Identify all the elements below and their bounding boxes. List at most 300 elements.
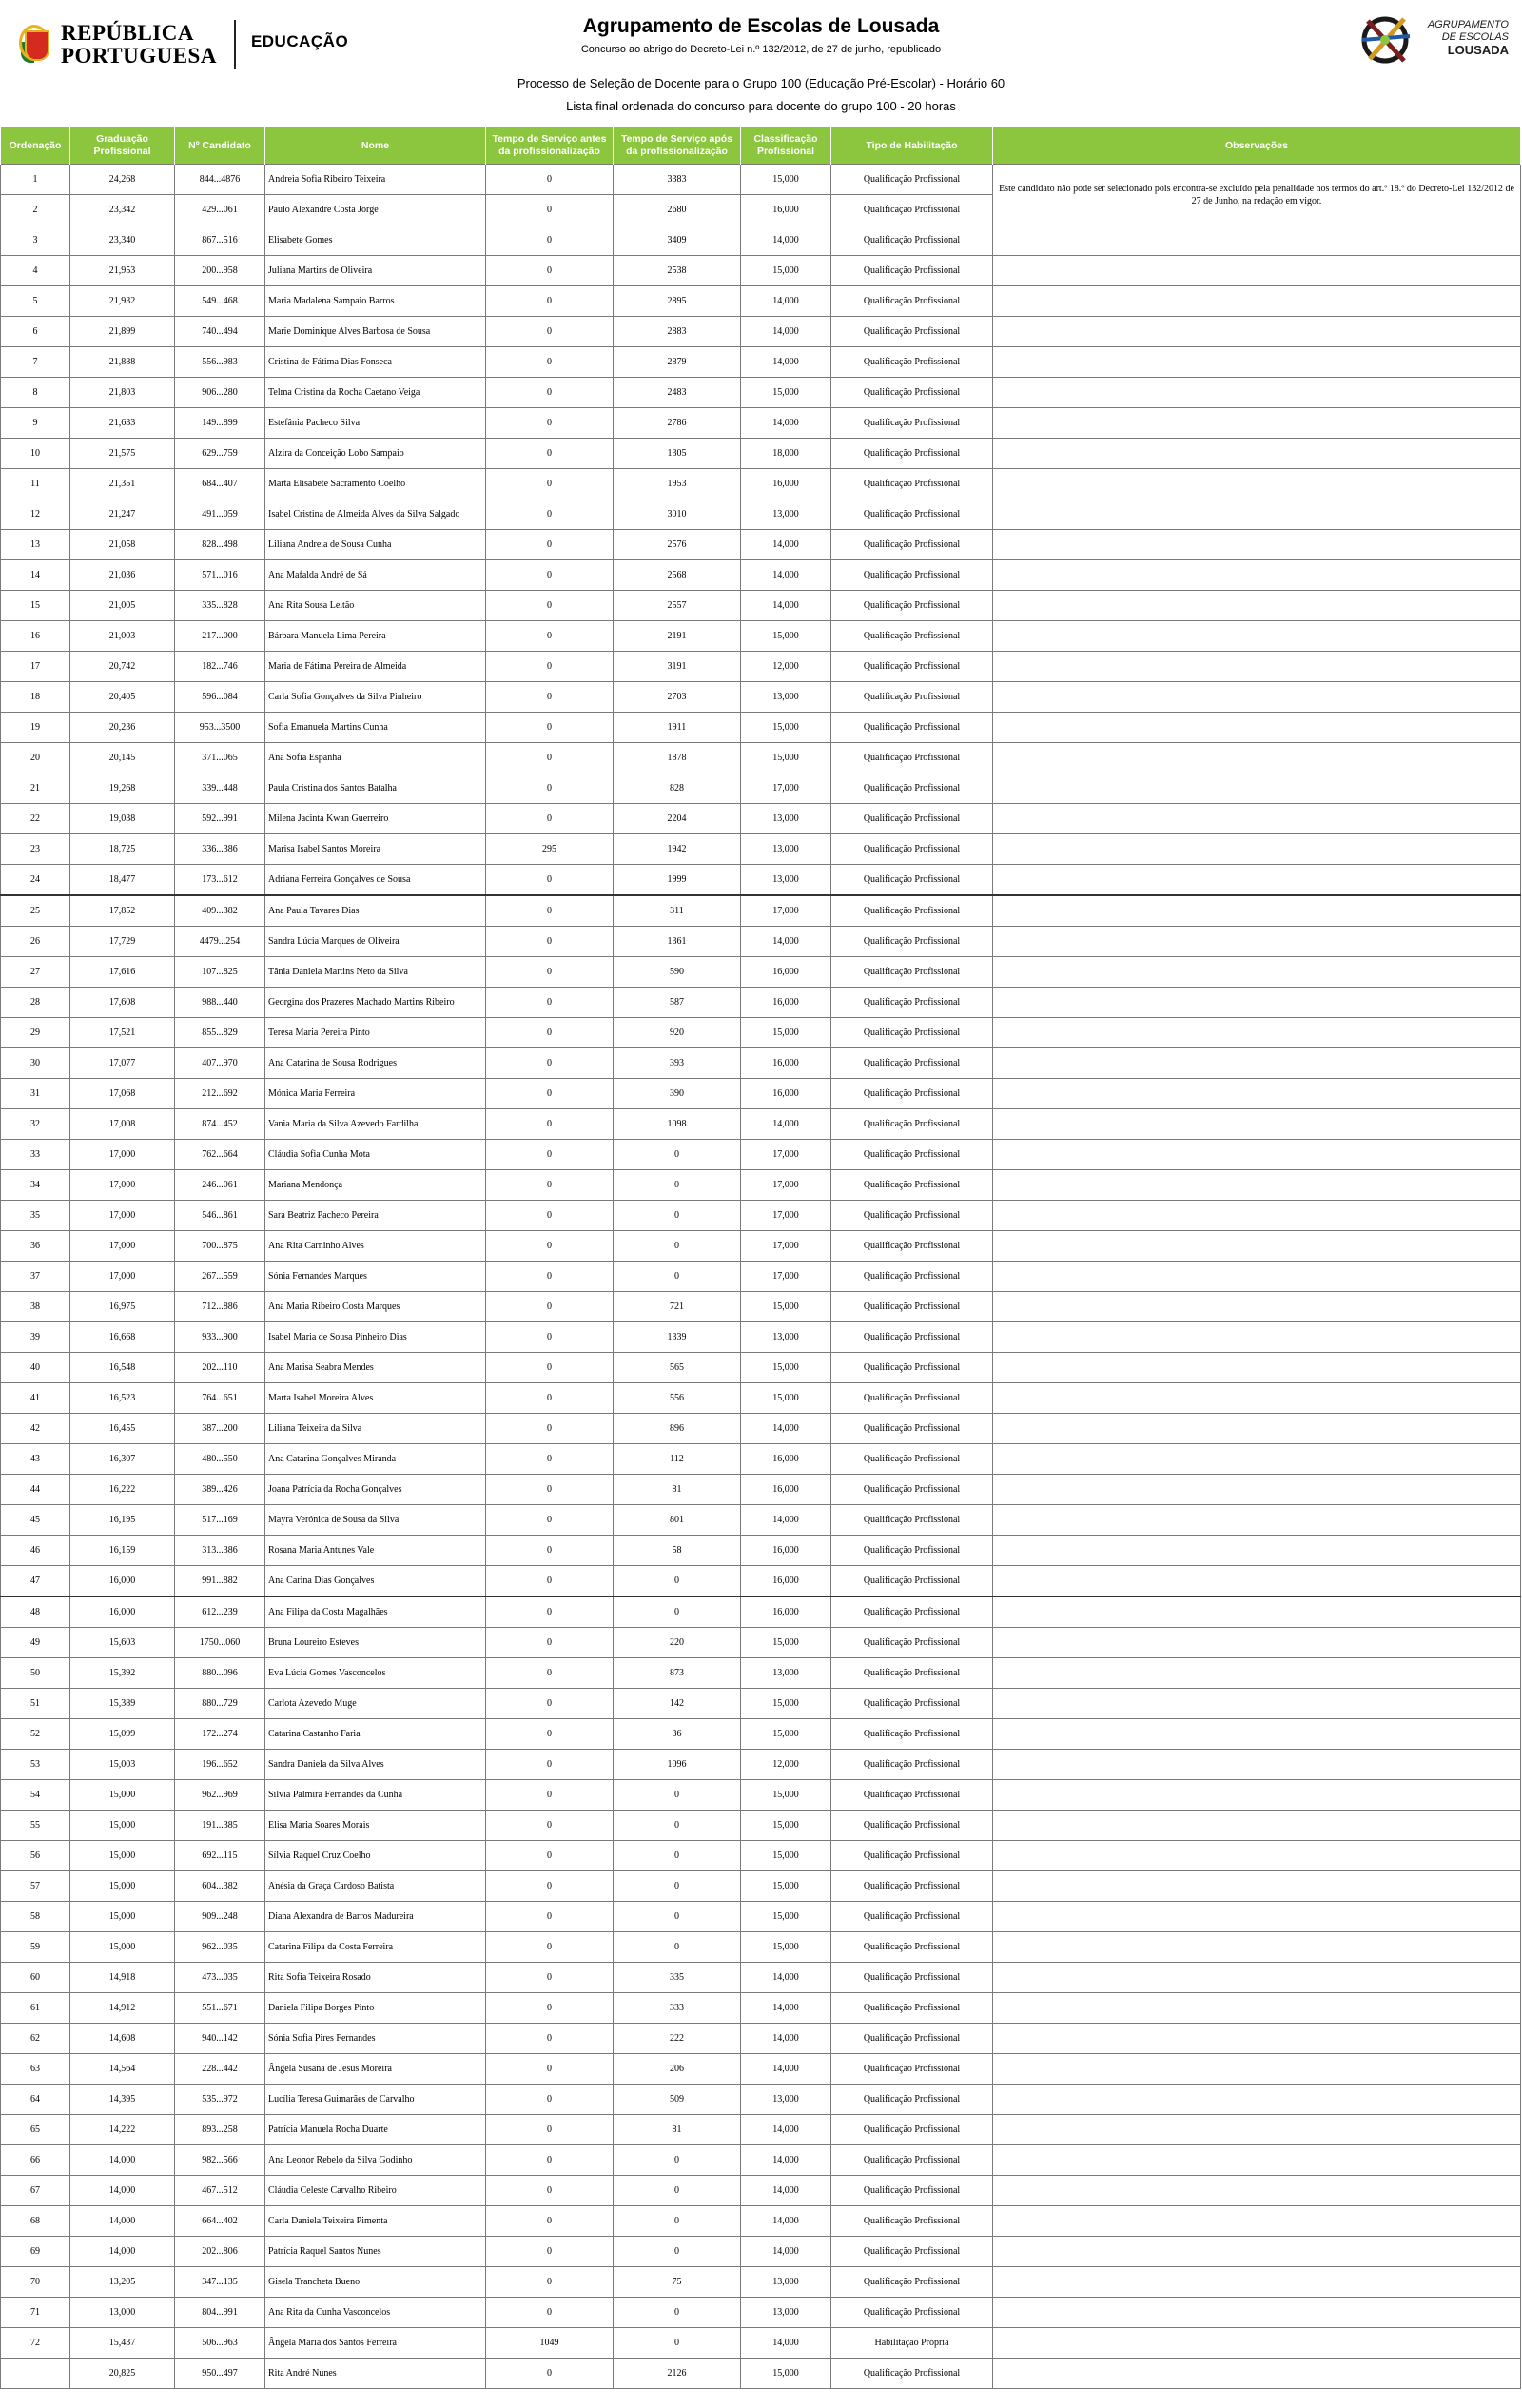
cell-tempo-antes: 0 <box>486 1353 614 1383</box>
cell-tempo-antes: 0 <box>486 1566 614 1597</box>
cell-tempo-antes: 0 <box>486 2145 614 2176</box>
table-row <box>1 988 1521 1018</box>
table-row <box>1 1475 1521 1505</box>
cell-observacoes <box>993 1596 1521 1628</box>
cell-candidato: 962...969 <box>175 1780 265 1811</box>
cell-habilitacao: Qualificação Profissional <box>831 1231 993 1262</box>
cell-nome: Isabel Maria de Sousa Pinheiro Dias <box>265 1322 486 1353</box>
cell-tempo-antes: 0 <box>486 2267 614 2298</box>
cell-observacoes <box>993 1811 1521 1841</box>
table-row <box>1 1932 1521 1963</box>
cell-graduacao: 15,000 <box>70 1871 175 1902</box>
cell-habilitacao: Qualificação Profissional <box>831 1505 993 1536</box>
cell-classificacao: 14,000 <box>741 591 831 621</box>
cell-classificacao: 14,000 <box>741 2024 831 2054</box>
cell-tempo-antes: 0 <box>486 1262 614 1292</box>
cell-tempo-antes: 0 <box>486 1719 614 1750</box>
cell-tempo-apos: 896 <box>614 1414 741 1444</box>
table-row <box>1 1902 1521 1932</box>
table-row <box>1 2359 1521 2389</box>
cell-observacoes <box>993 1536 1521 1566</box>
cell-ordenacao: 29 <box>1 1018 70 1048</box>
cell-candidato: 880...729 <box>175 1689 265 1719</box>
cell-classificacao: 15,000 <box>741 713 831 743</box>
cell-observacoes <box>993 804 1521 834</box>
cell-nome: Bruna Loureiro Esteves <box>265 1628 486 1658</box>
process-title: Processo de Seleção de Docente para o Grupo 100 (Educação Pré-Escolar) - Horário 60 <box>517 76 1005 90</box>
cell-tempo-antes: 0 <box>486 1811 614 1841</box>
cell-nome: Marta Elisabete Sacramento Coelho <box>265 469 486 499</box>
cell-classificacao: 16,000 <box>741 469 831 499</box>
cell-candidato: 191...385 <box>175 1811 265 1841</box>
cell-graduacao: 16,548 <box>70 1353 175 1383</box>
cell-classificacao: 14,000 <box>741 1414 831 1444</box>
cell-observacoes <box>993 652 1521 682</box>
cell-graduacao: 16,000 <box>70 1566 175 1597</box>
cell-candidato: 228...442 <box>175 2054 265 2085</box>
cell-observacoes <box>993 1902 1521 1932</box>
cell-tempo-apos: 0 <box>614 1871 741 1902</box>
table-row <box>1 499 1521 530</box>
cell-candidato: 700...875 <box>175 1231 265 1262</box>
cell-habilitacao: Qualificação Profissional <box>831 1383 993 1414</box>
cell-graduacao: 16,307 <box>70 1444 175 1475</box>
cell-nome: Mónica Maria Ferreira <box>265 1079 486 1109</box>
cell-nome: Maria Madalena Sampaio Barros <box>265 286 486 317</box>
cell-habilitacao: Qualificação Profissional <box>831 165 993 195</box>
cell-classificacao: 18,000 <box>741 439 831 469</box>
cell-candidato: 389...426 <box>175 1475 265 1505</box>
table-row <box>1 957 1521 988</box>
cell-observacoes <box>993 286 1521 317</box>
cell-classificacao: 14,000 <box>741 2328 831 2359</box>
cell-nome: Ana Mafalda André de Sá <box>265 560 486 591</box>
cell-ordenacao: 17 <box>1 652 70 682</box>
cell-ordenacao: 60 <box>1 1963 70 1993</box>
cell-ordenacao: 11 <box>1 469 70 499</box>
cell-observacoes <box>993 408 1521 439</box>
table-row <box>1 378 1521 408</box>
cell-graduacao: 17,000 <box>70 1231 175 1262</box>
cell-ordenacao: 20 <box>1 743 70 773</box>
cell-candidato: 571...016 <box>175 560 265 591</box>
cell-ordenacao: 50 <box>1 1658 70 1689</box>
table-row <box>1 773 1521 804</box>
cell-ordenacao: 61 <box>1 1993 70 2024</box>
cell-classificacao: 15,000 <box>741 1841 831 1871</box>
col-header-candidato: Nº Candidato <box>175 127 265 165</box>
cell-graduacao: 14,000 <box>70 2145 175 2176</box>
cell-ordenacao: 47 <box>1 1566 70 1597</box>
table-row <box>1 1262 1521 1292</box>
cell-classificacao: 15,000 <box>741 1353 831 1383</box>
cell-candidato: 202...806 <box>175 2237 265 2267</box>
cell-habilitacao: Qualificação Profissional <box>831 1414 993 1444</box>
cell-tempo-apos: 3010 <box>614 499 741 530</box>
cell-nome: Milena Jacinta Kwan Guerreiro <box>265 804 486 834</box>
col-header-classificacao: Classificação Profissional <box>741 127 831 165</box>
cell-observacoes <box>993 2206 1521 2237</box>
cell-ordenacao: 18 <box>1 682 70 713</box>
cell-observacoes <box>993 743 1521 773</box>
cell-observacoes <box>993 865 1521 896</box>
cell-classificacao: 17,000 <box>741 895 831 927</box>
cell-nome: Vania Maria da Silva Azevedo Fardilha <box>265 1109 486 1140</box>
cell-nome: Georgina dos Prazeres Machado Martins Ribeiro <box>265 988 486 1018</box>
table-row <box>1 530 1521 560</box>
logo-right-line-3: LOUSADA <box>1447 43 1509 57</box>
cell-tempo-antes: 0 <box>486 1414 614 1444</box>
republic-line-2: PORTUGUESA <box>61 44 217 68</box>
cell-habilitacao: Qualificação Profissional <box>831 1140 993 1170</box>
table-row <box>1 2176 1521 2206</box>
cell-nome: Sara Beatriz Pacheco Pereira <box>265 1201 486 1231</box>
cell-candidato: 764...651 <box>175 1383 265 1414</box>
cell-tempo-apos: 873 <box>614 1658 741 1689</box>
cell-nome: Marisa Isabel Santos Moreira <box>265 834 486 865</box>
table-row <box>1 1566 1521 1597</box>
cell-tempo-antes: 0 <box>486 927 614 957</box>
cell-habilitacao: Qualificação Profissional <box>831 2206 993 2237</box>
cell-observacoes <box>993 1353 1521 1383</box>
candidates-table-wrapper <box>0 127 1520 2389</box>
cell-graduacao: 14,000 <box>70 2176 175 2206</box>
cell-observacoes <box>993 1322 1521 1353</box>
cell-classificacao: 14,000 <box>741 530 831 560</box>
table-row <box>1 2145 1521 2176</box>
cell-classificacao: 14,000 <box>741 317 831 347</box>
cell-candidato: 407...970 <box>175 1048 265 1079</box>
cell-tempo-antes: 0 <box>486 2298 614 2328</box>
cell-observacoes <box>993 2145 1521 2176</box>
cell-candidato: 867...516 <box>175 225 265 256</box>
cell-observacoes <box>993 2328 1521 2359</box>
cell-nome: Liliana Andreia de Sousa Cunha <box>265 530 486 560</box>
table-row <box>1 439 1521 469</box>
cell-habilitacao: Qualificação Profissional <box>831 1292 993 1322</box>
table-row <box>1 2267 1521 2298</box>
cell-graduacao: 21,899 <box>70 317 175 347</box>
cell-tempo-apos: 1098 <box>614 1109 741 1140</box>
cell-tempo-apos: 721 <box>614 1292 741 1322</box>
cell-tempo-apos: 311 <box>614 895 741 927</box>
cell-tempo-antes: 0 <box>486 165 614 195</box>
cell-ordenacao: 56 <box>1 1841 70 1871</box>
cell-tempo-antes: 0 <box>486 682 614 713</box>
cell-habilitacao: Qualificação Profissional <box>831 2085 993 2115</box>
cell-classificacao: 17,000 <box>741 1231 831 1262</box>
cell-observacoes <box>993 2024 1521 2054</box>
cell-classificacao: 17,000 <box>741 1201 831 1231</box>
cell-tempo-apos: 0 <box>614 1841 741 1871</box>
table-row <box>1 743 1521 773</box>
cell-habilitacao: Qualificação Profissional <box>831 2298 993 2328</box>
cell-graduacao: 17,521 <box>70 1018 175 1048</box>
cell-nome: Marie Dominique Alves Barbosa de Sousa <box>265 317 486 347</box>
cell-candidato: 855...829 <box>175 1018 265 1048</box>
cell-nome: Sandra Lúcia Marques de Oliveira <box>265 927 486 957</box>
cell-observacoes <box>993 957 1521 988</box>
table-row <box>1 1993 1521 2024</box>
cell-nome: Ana Catarina Gonçalves Miranda <box>265 1444 486 1475</box>
cell-tempo-antes: 0 <box>486 2085 614 2115</box>
cell-graduacao: 20,742 <box>70 652 175 682</box>
cell-ordenacao: 2 <box>1 195 70 225</box>
cell-ordenacao: 26 <box>1 927 70 957</box>
table-row <box>1 713 1521 743</box>
table-row <box>1 1322 1521 1353</box>
republica-portuguesa-logo <box>17 17 348 72</box>
cell-candidato: 473...035 <box>175 1963 265 1993</box>
cell-nome: Rosana Maria Antunes Vale <box>265 1536 486 1566</box>
cell-tempo-antes: 0 <box>486 1231 614 1262</box>
cell-tempo-antes: 0 <box>486 256 614 286</box>
cell-classificacao: 16,000 <box>741 1566 831 1597</box>
cell-tempo-antes: 0 <box>486 773 614 804</box>
cell-candidato: 762...664 <box>175 1140 265 1170</box>
cell-tempo-apos: 2680 <box>614 195 741 225</box>
table-row <box>1 1353 1521 1383</box>
cell-ordenacao: 72 <box>1 2328 70 2359</box>
cell-habilitacao: Qualificação Profissional <box>831 743 993 773</box>
cell-habilitacao: Qualificação Profissional <box>831 1048 993 1079</box>
cell-habilitacao: Qualificação Profissional <box>831 773 993 804</box>
cell-observacoes <box>993 1963 1521 1993</box>
cell-classificacao: 13,000 <box>741 2298 831 2328</box>
cell-classificacao: 16,000 <box>741 1048 831 1079</box>
cell-graduacao: 17,068 <box>70 1079 175 1109</box>
cell-graduacao: 21,058 <box>70 530 175 560</box>
cell-nome: Adriana Ferreira Gonçalves de Sousa <box>265 865 486 896</box>
cell-tempo-apos: 1305 <box>614 439 741 469</box>
cell-nome: Diana Alexandra de Barros Madureira <box>265 1902 486 1932</box>
cell-tempo-apos: 0 <box>614 1566 741 1597</box>
cell-ordenacao: 15 <box>1 591 70 621</box>
cell-candidato: 313...386 <box>175 1536 265 1566</box>
cell-habilitacao: Qualificação Profissional <box>831 2176 993 2206</box>
cell-candidato: 844...4876 <box>175 165 265 195</box>
cell-candidato: 551...671 <box>175 1993 265 2024</box>
cell-graduacao: 14,564 <box>70 2054 175 2085</box>
cell-tempo-antes: 0 <box>486 1628 614 1658</box>
coat-of-arms-icon <box>17 21 53 69</box>
cell-nome: Patrícia Manuela Rocha Duarte <box>265 2115 486 2145</box>
cell-classificacao: 14,000 <box>741 1505 831 1536</box>
cell-graduacao: 15,000 <box>70 1811 175 1841</box>
cell-candidato: 535...972 <box>175 2085 265 2115</box>
cell-candidato: 962...035 <box>175 1932 265 1963</box>
cell-candidato: 712...886 <box>175 1292 265 1322</box>
table-row <box>1 1109 1521 1140</box>
cell-classificacao: 15,000 <box>741 743 831 773</box>
table-row <box>1 286 1521 317</box>
cell-tempo-apos: 2879 <box>614 347 741 378</box>
cell-tempo-apos: 509 <box>614 2085 741 2115</box>
cell-observacoes <box>993 1048 1521 1079</box>
cell-classificacao: 16,000 <box>741 1536 831 1566</box>
cell-classificacao: 14,000 <box>741 286 831 317</box>
cell-ordenacao: 64 <box>1 2085 70 2115</box>
cell-observacoes <box>993 927 1521 957</box>
cell-graduacao: 14,395 <box>70 2085 175 2115</box>
cell-classificacao: 13,000 <box>741 2267 831 2298</box>
cell-graduacao: 16,668 <box>70 1322 175 1353</box>
cell-tempo-antes: 0 <box>486 1596 614 1628</box>
cell-tempo-apos: 0 <box>614 2237 741 2267</box>
table-row <box>1 621 1521 652</box>
cell-candidato: 371...065 <box>175 743 265 773</box>
cell-nome: Mariana Mendonça <box>265 1170 486 1201</box>
cell-habilitacao: Qualificação Profissional <box>831 2054 993 2085</box>
cell-tempo-antes: 0 <box>486 1658 614 1689</box>
cell-tempo-antes: 0 <box>486 1170 614 1201</box>
title-block <box>428 15 1094 113</box>
cell-graduacao: 16,000 <box>70 1596 175 1628</box>
cell-classificacao: 12,000 <box>741 1750 831 1780</box>
cell-observacoes <box>993 1719 1521 1750</box>
cell-tempo-apos: 0 <box>614 2328 741 2359</box>
cell-tempo-apos: 58 <box>614 1536 741 1566</box>
cell-nome: Carla Daniela Teixeira Pimenta <box>265 2206 486 2237</box>
cell-observacoes <box>993 988 1521 1018</box>
cell-classificacao: 14,000 <box>741 2237 831 2267</box>
cell-graduacao: 18,477 <box>70 865 175 896</box>
cell-nome: Sónia Fernandes Marques <box>265 1262 486 1292</box>
cell-tempo-antes: 0 <box>486 1993 614 2024</box>
table-row <box>1 1750 1521 1780</box>
cell-habilitacao: Qualificação Profissional <box>831 2359 993 2389</box>
cell-tempo-apos: 2786 <box>614 408 741 439</box>
cell-graduacao: 19,268 <box>70 773 175 804</box>
cell-habilitacao: Qualificação Profissional <box>831 621 993 652</box>
cell-candidato: 604...382 <box>175 1871 265 1902</box>
cell-tempo-apos: 75 <box>614 2267 741 2298</box>
cell-ordenacao: 55 <box>1 1811 70 1841</box>
cell-ordenacao: 28 <box>1 988 70 1018</box>
cell-habilitacao: Qualificação Profissional <box>831 988 993 1018</box>
cell-nome: Juliana Martins de Oliveira <box>265 256 486 286</box>
cell-habilitacao: Qualificação Profissional <box>831 1109 993 1140</box>
cell-nome: Lucília Teresa Guimarães de Carvalho <box>265 2085 486 2115</box>
cell-nome: Ana Maria Ribeiro Costa Marques <box>265 1292 486 1322</box>
cell-classificacao: 15,000 <box>741 1871 831 1902</box>
cell-tempo-antes: 0 <box>486 1780 614 1811</box>
cell-habilitacao: Qualificação Profissional <box>831 2237 993 2267</box>
cell-nome: Marta Isabel Moreira Alves <box>265 1383 486 1414</box>
cell-habilitacao: Qualificação Profissional <box>831 1902 993 1932</box>
cell-tempo-apos: 2483 <box>614 378 741 408</box>
cell-ordenacao: 67 <box>1 2176 70 2206</box>
cell-candidato: 549...468 <box>175 286 265 317</box>
cell-ordenacao: 16 <box>1 621 70 652</box>
cell-nome: Patrícia Raquel Santos Nunes <box>265 2237 486 2267</box>
cell-habilitacao: Qualificação Profissional <box>831 1079 993 1109</box>
cell-classificacao: 15,000 <box>741 1811 831 1841</box>
cell-graduacao: 17,000 <box>70 1170 175 1201</box>
cell-classificacao: 16,000 <box>741 1596 831 1628</box>
cell-tempo-antes: 0 <box>486 957 614 988</box>
cell-ordenacao: 42 <box>1 1414 70 1444</box>
cell-candidato: 991...882 <box>175 1566 265 1597</box>
cell-habilitacao: Qualificação Profissional <box>831 957 993 988</box>
cell-candidato: 429...061 <box>175 195 265 225</box>
cell-classificacao: 15,000 <box>741 1628 831 1658</box>
cell-graduacao: 15,000 <box>70 1902 175 1932</box>
education-label: EDUCAÇÃO <box>250 32 349 50</box>
cell-tempo-apos: 1942 <box>614 834 741 865</box>
cell-candidato: 196...652 <box>175 1750 265 1780</box>
cell-graduacao: 16,222 <box>70 1475 175 1505</box>
cell-graduacao: 17,608 <box>70 988 175 1018</box>
cell-classificacao: 14,000 <box>741 2115 831 2145</box>
cell-graduacao: 15,437 <box>70 2328 175 2359</box>
cell-observacoes <box>993 2267 1521 2298</box>
cell-classificacao: 15,000 <box>741 1018 831 1048</box>
cell-tempo-apos: 81 <box>614 1475 741 1505</box>
cell-candidato: 556...983 <box>175 347 265 378</box>
cell-tempo-apos: 81 <box>614 2115 741 2145</box>
cell-candidato: 491...059 <box>175 499 265 530</box>
table-row <box>1 347 1521 378</box>
cell-habilitacao: Qualificação Profissional <box>831 1841 993 1871</box>
cell-ordenacao: 69 <box>1 2237 70 2267</box>
cell-tempo-apos: 393 <box>614 1048 741 1079</box>
cell-classificacao: 15,000 <box>741 1902 831 1932</box>
cell-tempo-apos: 222 <box>614 2024 741 2054</box>
cell-candidato: 612...239 <box>175 1596 265 1628</box>
cell-nome: Paulo Alexandre Costa Jorge <box>265 195 486 225</box>
agrupamento-lousada-logo <box>1358 6 1515 74</box>
cell-tempo-antes: 0 <box>486 2206 614 2237</box>
cell-habilitacao: Qualificação Profissional <box>831 1322 993 1353</box>
cell-candidato: 387...200 <box>175 1414 265 1444</box>
cell-graduacao: 14,222 <box>70 2115 175 2145</box>
table-row <box>1 1689 1521 1719</box>
cell-graduacao: 15,099 <box>70 1719 175 1750</box>
cell-observacoes <box>993 1932 1521 1963</box>
cell-graduacao: 17,852 <box>70 895 175 927</box>
cell-tempo-apos: 2883 <box>614 317 741 347</box>
cell-habilitacao: Qualificação Profissional <box>831 1353 993 1383</box>
cell-graduacao: 21,351 <box>70 469 175 499</box>
col-header-habilitacao: Tipo de Habilitação <box>831 127 993 165</box>
cell-ordenacao: 52 <box>1 1719 70 1750</box>
cell-tempo-antes: 0 <box>486 530 614 560</box>
cell-tempo-antes: 0 <box>486 2176 614 2206</box>
cell-habilitacao: Qualificação Profissional <box>831 2145 993 2176</box>
page-header <box>0 0 1522 124</box>
cell-observacoes <box>993 1079 1521 1109</box>
cell-observacoes <box>993 1444 1521 1475</box>
cell-nome: Tânia Daniela Martins Neto da Silva <box>265 957 486 988</box>
cell-tempo-antes: 0 <box>486 469 614 499</box>
cell-nome: Mayra Verónica de Sousa da Silva <box>265 1505 486 1536</box>
cell-ordenacao: 53 <box>1 1750 70 1780</box>
cell-classificacao: 13,000 <box>741 2085 831 2115</box>
table-row <box>1 1536 1521 1566</box>
cell-tempo-apos: 36 <box>614 1719 741 1750</box>
cell-tempo-apos: 333 <box>614 1993 741 2024</box>
cell-graduacao: 21,953 <box>70 256 175 286</box>
cell-habilitacao: Qualificação Profissional <box>831 1566 993 1597</box>
cell-graduacao: 15,000 <box>70 1932 175 1963</box>
cell-ordenacao: 59 <box>1 1932 70 1963</box>
cell-tempo-apos: 1953 <box>614 469 741 499</box>
cell-nome: Alzira da Conceição Lobo Sampaio <box>265 439 486 469</box>
cell-classificacao: 14,000 <box>741 560 831 591</box>
table-row <box>1 2054 1521 2085</box>
cell-candidato: 217...000 <box>175 621 265 652</box>
